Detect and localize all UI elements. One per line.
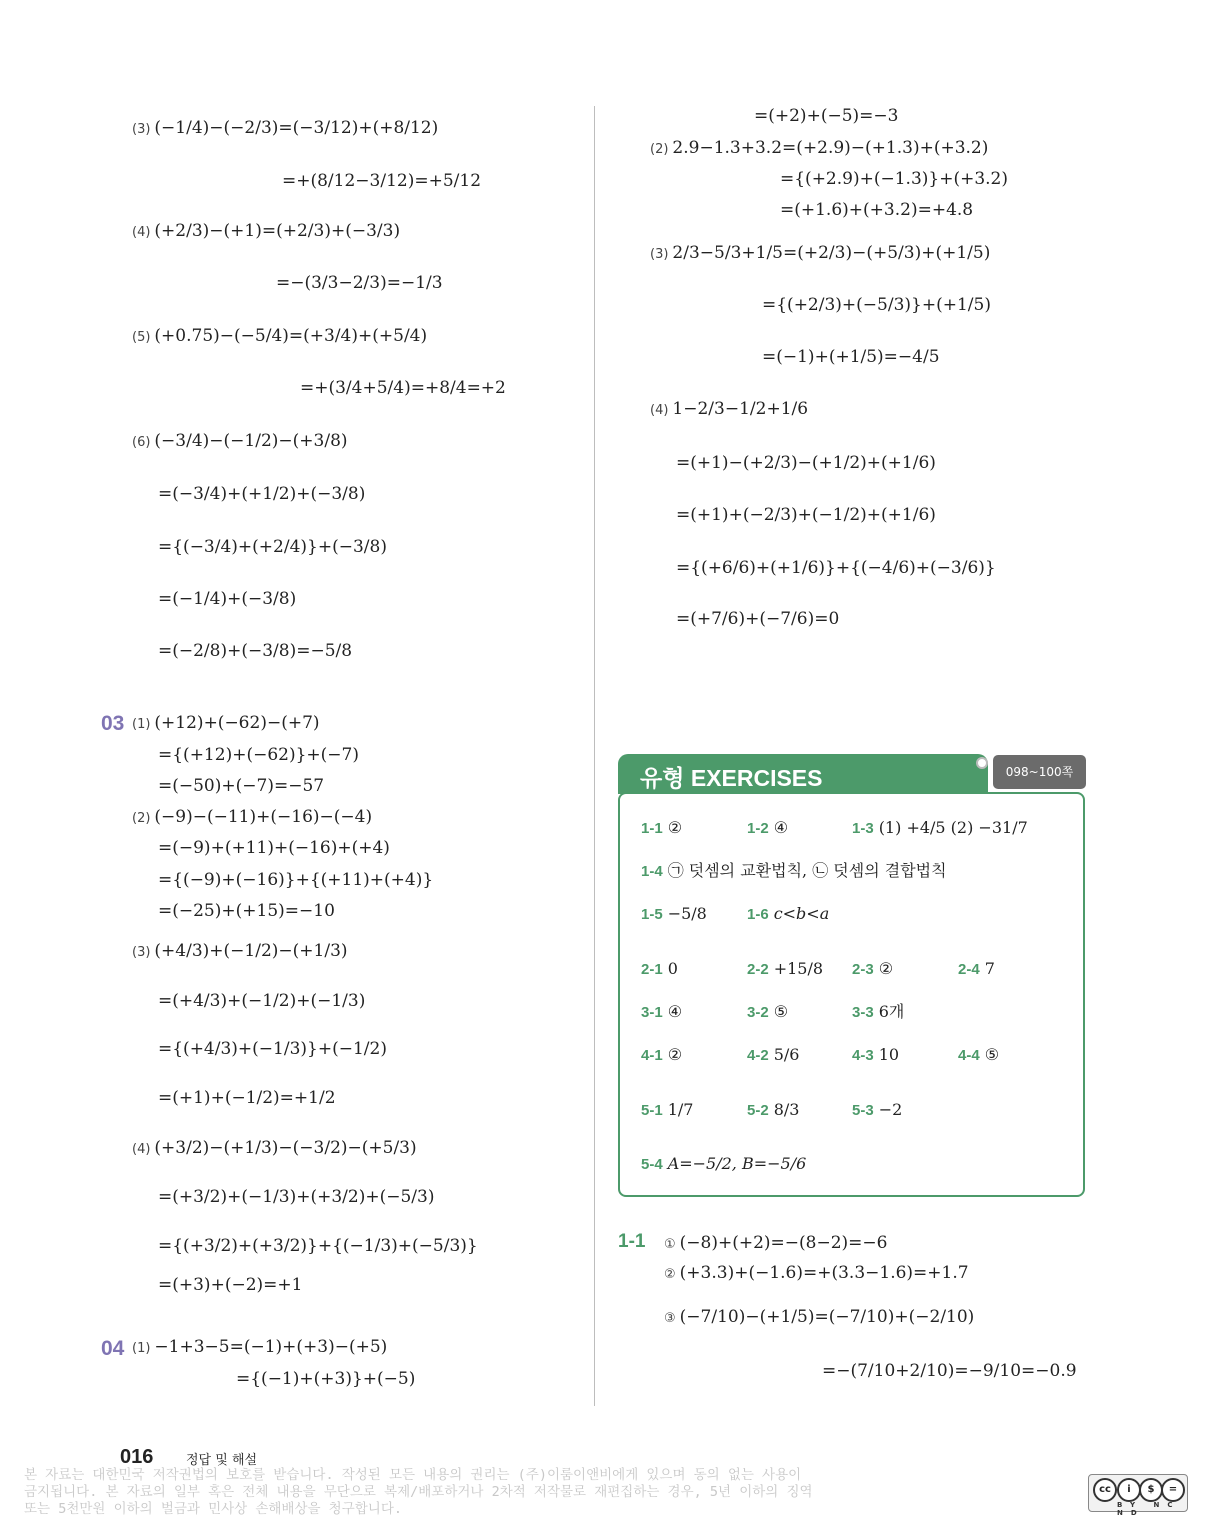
page-range-tag: 098~100쪽 [993,755,1086,789]
equation-line: ① (−8)+(+2)=−(8−2)=−6 [664,1233,888,1253]
column-divider [594,106,595,1406]
noncommercial-icon: $ [1139,1478,1163,1502]
equation-line: =−(3/3−2/3)=−1/3 [276,273,443,293]
answer-item: 3-2 ⑤ [747,1002,789,1021]
answer-item: 5-3 −2 [852,1100,903,1119]
equation-line: (1) (+12)+(−62)−(+7) [132,713,320,733]
answer-item: 1-3 (1) +4/5 (2) −31/7 [852,818,1028,837]
equation-line: (1) −1+3−5=(−1)+(+3)−(+5) [132,1337,388,1357]
equation-line: ② (+3.3)+(−1.6)=+(3.3−1.6)=+1.7 [664,1263,969,1283]
equation-line: ={(−3/4)+(+2/4)}+(−3/8) [158,537,387,557]
equation-line: =(−2/8)+(−3/8)=−5/8 [158,641,353,661]
answer-item: 1-4 ㉠ 덧셈의 교환법칙, ㉡ 덧셈의 결합법칙 [641,861,947,880]
equation-line: =(−1/4)+(−3/8) [158,589,297,609]
answer-item: 2-2 +15/8 [747,959,824,978]
attribution-icon: i [1117,1478,1141,1502]
equation-line: =(−1)+(+1/5)=−4/5 [762,347,940,367]
equation-line: (4) (+3/2)−(+1/3)−(−3/2)−(+5/3) [132,1138,417,1158]
answer-item: 5-1 1/7 [641,1100,694,1119]
equation-line: (2) (−9)−(−11)+(−16)−(−4) [132,807,373,827]
answer-item: 5-4 A=−5/2, B=−5/6 [641,1154,807,1173]
exercises-title: 유형 EXERCISES [640,765,823,791]
answer-item: 3-1 ④ [641,1002,683,1021]
equation-line: =(+1)+(−1/2)=+1/2 [158,1088,336,1108]
equation-line: =(+1.6)+(+3.2)=+4.8 [780,200,974,220]
equation-line: ={(+2/3)+(−5/3)}+(+1/5) [762,295,991,315]
copyright-notice: 본 자료는 대한민국 저작권법의 보호를 받습니다. 작성된 모든 내용의 권리는 (주)이룸이앤비에게 있으며 동의 없는 사용이 금지됩니다. 본 자료의 일부 혹은 전체 내용을 무단으로 복제/배포하거나 2차적 저작물로 재편집하는 경우, 5년 이하의 징역 또는 5천만원 이하의 벌금과 민사상 손해배상을 청구합니다. [24,1467,813,1517]
cc-icon: cc [1093,1478,1117,1502]
equation-line: =(+3)+(−2)=+1 [158,1275,303,1295]
equation-line: ={(+2.9)+(−1.3)}+(+3.2) [780,169,1008,189]
equation-line: =+(8/12−3/12)=+5/12 [282,171,482,191]
question-number: 03 [101,712,125,735]
section-label: 정답 및 해설 [186,1453,258,1468]
answer-item: 1-1 ② [641,818,683,837]
answer-item: 4-4 ⑤ [958,1045,1000,1064]
page-number: 016 [120,1446,154,1468]
equation-line: ={(+6/6)+(+1/6)}+{(−4/6)+(−3/6)} [676,558,996,578]
equation-line: ={(−9)+(−16)}+{(+11)+(+4)} [158,870,434,890]
equation-line: (5) (+0.75)−(−5/4)=(+3/4)+(+5/4) [132,326,428,346]
equation-line: ={(−1)+(+3)}+(−5) [236,1369,416,1389]
noderivatives-icon: = [1161,1478,1185,1502]
cc-license-badge [1088,1474,1188,1517]
equation-line: =(+3/2)+(−1/3)+(+3/2)+(−5/3) [158,1187,435,1207]
equation-line: ③ (−7/10)−(+1/5)=(−7/10)+(−2/10) [664,1307,975,1327]
equation-line: (2) 2.9−1.3+3.2=(+2.9)−(+1.3)+(+3.2) [650,138,989,158]
equation-line: =(−50)+(−7)=−57 [158,776,325,796]
equation-line: =(+4/3)+(−1/2)+(−1/3) [158,991,366,1011]
answer-item: 2-4 7 [958,959,995,978]
answer-item: 1-6 c<b<a [747,904,830,923]
exercises-answer-box [618,792,1085,1197]
answer-item: 5-2 8/3 [747,1100,800,1119]
equation-line: =(−3/4)+(+1/2)+(−3/8) [158,484,366,504]
answer-item: 4-3 10 [852,1045,900,1064]
equation-line: ={(+4/3)+(−1/3)}+(−1/2) [158,1039,387,1059]
equation-line: (4) (+2/3)−(+1)=(+2/3)+(−3/3) [132,221,401,241]
equation-line: =(+1)−(+2/3)−(+1/2)+(+1/6) [676,453,936,473]
equation-line: ={(+3/2)+(+3/2)}+{(−1/3)+(−5/3)} [158,1236,478,1256]
equation-line: ={(+12)+(−62)}+(−7) [158,745,359,765]
equation-line: =(−25)+(+15)=−10 [158,901,335,921]
equation-line: (3) (+4/3)+(−1/2)−(+1/3) [132,941,348,961]
equation-line: (6) (−3/4)−(−1/2)−(+3/8) [132,431,348,451]
equation-line: =(+1)+(−2/3)+(−1/2)+(+1/6) [676,505,936,525]
equation-line: (4) 1−2/3−1/2+1/6 [650,399,809,419]
answer-item: 4-2 5/6 [747,1045,800,1064]
equation-line: =+(3/4+5/4)=+8/4=+2 [300,378,506,398]
answer-item: 4-1 ② [641,1045,683,1064]
answer-item: 3-3 6개 [852,1002,905,1021]
question-number: 04 [101,1337,125,1360]
equation-line: =−(7/10+2/10)=−9/10=−0.9 [822,1361,1077,1381]
answer-item: 1-2 ④ [747,818,789,837]
equation-line: (3) (−1/4)−(−2/3)=(−3/12)+(+8/12) [132,118,439,138]
answer-item: 1-5 −5/8 [641,904,707,923]
equation-line: =(+2)+(−5)=−3 [754,106,899,126]
solution-number: 1-1 [618,1231,646,1252]
answer-item: 2-1 0 [641,959,678,978]
license-text: BY NC ND [1117,1501,1181,1517]
equation-line: =(−9)+(+11)+(−16)+(+4) [158,838,390,858]
equation-line: =(+7/6)+(−7/6)=0 [676,609,840,629]
equation-line: (3) 2/3−5/3+1/5=(+2/3)−(+5/3)+(+1/5) [650,243,991,263]
answer-item: 2-3 ② [852,959,894,978]
ring-icon [976,757,988,769]
